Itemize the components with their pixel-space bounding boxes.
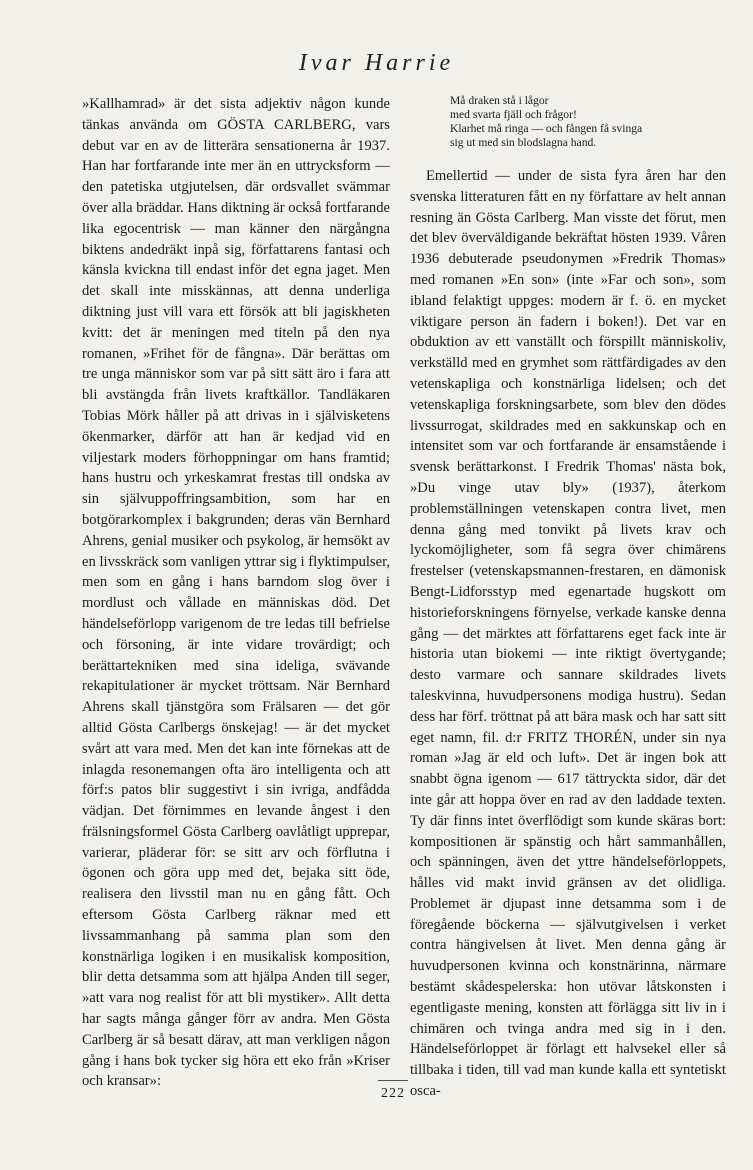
verse-line: Klarhet må ringa — och fången få svinga (450, 122, 643, 135)
verse-line: sig ut med sin blodslagna hand. (450, 136, 597, 149)
page-number: 222 (381, 1086, 405, 1101)
running-head: Ivar Harrie (298, 50, 455, 76)
right-column (410, 94, 726, 1102)
left-column (82, 94, 390, 1092)
right-column-text: Emellertid — under de sista fyra åren har den svenska litteraturen fått en ny författare av helt annan resning än Gösta Carlberg. Man visste det förut, men det blev överväldigande bekräftat hösten 1939. Våren 1936 debuterade pseudonymen »Fredrik Thomas» med romanen »En son» (inte »Far och son», som ibland felaktigt uppges: modern är f. ö. en mycket viktigare person än fadern i boken!). Det var en obduktion av ett vanställt och förspillt människoliv, verkställd med en grymhet som rättfärdigades av den vetenskapliga och konstnärliga lidelsen; och det vetenskapliga forskningsarbete, som blev den dödes livssurrogat, skildrades med en sakkunskap och en intensitet som var och fortfarande är ensamstående i svensk berättarkonst. I Fredrik Thomas' nästa bok, »Du vinge utav bly» (1937), återkom problemställningen vetenskapen contra livet, men denna gång med tonvikt på livets krav och lyckomöjligheter, som få segra över chimärens frestelser (vetenskapsmannen-frestaren, en dämonisk Bengt-Lidforsstyp med egenartade hugskott om historieforskningens förnyelse, verkade kanske denna gång — det märktes att författarens eget fack inte är historia utan biokemi — inte riktigt övertygande; desto varmare och sannare skildrades livets taleskvinna, huvudpersonens modiga hustru). Sedan dess har förf. tröttnat på att bära mask och har satt sitt eget namn, fil. d:r FRITZ THORÉN, under sin nya roman »Jag är eld och luft». Det är ingen bok att snabbt ögna igenom — 617 tättryckta sidor, där det inte går att hoppa över en rad av den laddade texten. Ty där finns intet överflödigt som kunde skäras bort: kompositionen är spänstig och hårt sammanhållen, och spänningen, även det yttre händelseförloppets, hålles vid makt invid gränsen av det olidliga. Problemet är djupast inne detsamma som i de föregående böckerna — självutgivelsen i verket contra hängivelsen åt livet. Men denna gång är huvudpersonen kvinna och konstnärinna, närmare bestämt skådespelerska: hon utövar låtskonsten i egentligaste mening, konsten att förlägga sitt liv in i chimären och tvinga andra med sig in i den. Händelseförloppet är förlagt ett halvsekel eller så tillbaka i tiden, till vad man kunde kalla ett syntetiskt osca- (410, 168, 726, 1100)
folio-rule (378, 1080, 408, 1081)
left-column-text: »Kallhamrad» är det sista adjektiv någon kunde tänkas använda om GÖSTA CARLBERG, vars debut var en av de litterära sensationerna år 1937. Han har fortfarande inte mer än en uttrycksform — den patetiska utgjutelsen, där ordsvallet svämmar över alla bräddar. Hans diktning är också fortfarande lika egocentrisk — man känner den närgångna biktens andedräkt inpå sig, författarens fantasi och känsla kvickna till endast inför det egna jaget. Men det skall inte misskännas, att denna underliga diktning just vill vara ett försök att bli jagiskheten kvitt: det är meningen med titeln på den nya romanen, »Frihet för de fångna». Där berättas om tre unga människor som var på sitt sätt äro i fara att bli avstängda från livets kraftkällor. Tandläkaren Tobias Mörk håller på att drivas in i självisketens ökenmarker, därför att han är kedjad vid en viljestark moders förhoppningar om hans framtid; hans hustru och yrkeskamrat frestas till ondska av sin självuppoffringsambition, som har en botgörarkomplex i bakgrunden; deras vän Bernhard Ahrens, genial musiker och psykolog, är hemsökt av en livsskräck som vanligen yttrar sig i flyktimpulser, men som en gång i hans barndom slog över i mordlust och vållade en människas död. Det händelseförlopp varigenom de tre ledas till befrielse och försoning, är inte vidare trovärdigt; och berättartekniken med sina ideliga, svävande rekapitulationer är mycket tröttsam. När Bernhard Ahrens skall tjänstgöra som Frälsaren — det gör alltid Gösta Carlbergs önskejag! — är det mycket svårt att vara med. Men det kan inte förnekas att de inlagda resonemangen ofta äro intelligenta och att förf:s patos blir suggestivt i sin ivriga, andfådda vädjan. Det förnimmes en levande ångest i den frälsningsformel Gösta Carlberg oavlåtligt upprepar, varierar, pläderar för: se sitt arv och förflutna i ögonen och göra upp med det, bejaka sitt öde, realisera den livsstil man nu en gång fått. Och eftersom Gösta Carlberg räknar med ett livssammanhang på samma plan som den konstnärliga logiken i en musikalisk komposition, blir detta detsamma som att hjälpa Anden till seger, »att vara nog realist för att bli mystiker». Allt detta har sagts många gånger förr av andra. Men Gösta Carlberg är så besatt därav, att man verkligen någon gång i hans bok tycker sig höra ett eko från »Kriser och kransar»: (82, 96, 390, 1090)
verse-line: Må draken stå i lågor (450, 94, 549, 107)
verse-quote (450, 94, 726, 150)
verse-line: med svarta fjäll och frågor! (450, 108, 577, 121)
